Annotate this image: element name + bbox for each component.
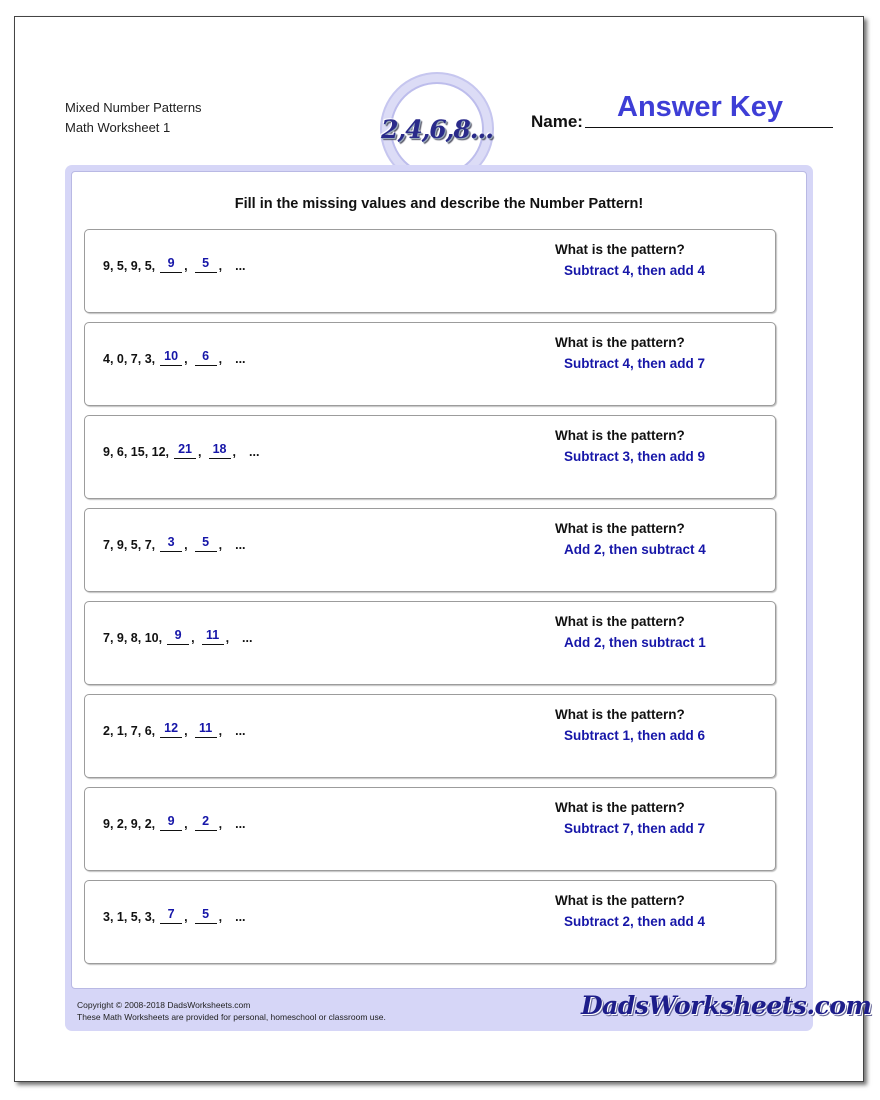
separator-comma: , bbox=[218, 910, 223, 924]
number-sequence bbox=[103, 256, 246, 273]
answer-key-label: Answer Key bbox=[617, 91, 784, 123]
pattern-question: What is the pattern? bbox=[555, 428, 685, 443]
pattern-question: What is the pattern? bbox=[555, 521, 685, 536]
problem-row bbox=[84, 322, 776, 406]
separator-comma: , bbox=[191, 631, 195, 645]
given-values: 7, 9, 5, 7, bbox=[103, 538, 156, 552]
ellipsis: ... bbox=[235, 538, 246, 552]
separator-comma: , bbox=[218, 817, 223, 831]
pattern-answer: Subtract 3, then add 9 bbox=[564, 449, 706, 464]
separator-comma: , bbox=[184, 910, 188, 924]
separator-comma: , bbox=[232, 445, 236, 459]
given-values: 9, 6, 15, 12, bbox=[103, 445, 170, 459]
problem-row bbox=[84, 601, 776, 685]
answer-blank-2: 5 bbox=[195, 907, 217, 924]
pattern-answer: Subtract 7, then add 7 bbox=[564, 821, 706, 836]
answer-blank-2: 6 bbox=[195, 349, 217, 366]
answer-blank-2: 5 bbox=[195, 256, 217, 273]
pattern-question: What is the pattern? bbox=[555, 707, 685, 722]
separator-comma: , bbox=[218, 352, 223, 366]
number-sequence bbox=[103, 349, 246, 366]
separator-comma: , bbox=[184, 817, 188, 831]
separator-comma: , bbox=[184, 538, 188, 552]
instructions: Fill in the missing values and describe the Number Pattern! bbox=[234, 196, 644, 212]
pattern-question: What is the pattern? bbox=[555, 893, 685, 908]
ellipsis: ... bbox=[242, 631, 253, 645]
answer-blank-1: 7 bbox=[160, 907, 182, 924]
ellipsis: ... bbox=[249, 445, 260, 459]
usage-notice: These Math Worksheets are provided for personal, homeschool or classroom use. bbox=[77, 1012, 386, 1022]
pattern-answer: Add 2, then subtract 1 bbox=[564, 635, 706, 650]
brand-logo: DadsWorksheets.com bbox=[581, 991, 872, 1020]
number-sequence bbox=[103, 907, 246, 924]
ellipsis: ... bbox=[235, 724, 246, 738]
pattern-question: What is the pattern? bbox=[555, 335, 685, 350]
answer-blank-2: 11 bbox=[195, 721, 217, 738]
problem-row bbox=[84, 508, 776, 592]
separator-comma: , bbox=[218, 538, 223, 552]
answer-blank-2: 11 bbox=[202, 628, 224, 645]
problem-row bbox=[84, 787, 776, 871]
separator-comma: , bbox=[184, 259, 188, 273]
footer-copyright bbox=[77, 999, 386, 1023]
pattern-answer: Add 2, then subtract 4 bbox=[564, 542, 706, 557]
number-sequence bbox=[103, 535, 246, 552]
given-values: 2, 1, 7, 6, bbox=[103, 724, 156, 738]
ellipsis: ... bbox=[235, 259, 246, 273]
pattern-answer: Subtract 4, then add 4 bbox=[564, 263, 706, 278]
separator-comma: , bbox=[225, 631, 230, 645]
given-values: 3, 1, 5, 3, bbox=[103, 910, 156, 924]
answer-blank-1: 9 bbox=[160, 814, 182, 831]
separator-comma: , bbox=[198, 445, 202, 459]
answer-blank-1: 9 bbox=[167, 628, 189, 645]
pattern-question: What is the pattern? bbox=[555, 614, 685, 629]
answer-blank-2: 5 bbox=[195, 535, 217, 552]
name-line bbox=[585, 127, 833, 128]
number-sequence bbox=[103, 628, 252, 645]
ellipsis: ... bbox=[235, 352, 246, 366]
answer-blank-1: 12 bbox=[160, 721, 182, 738]
answer-blank-1: 3 bbox=[160, 535, 182, 552]
number-sequence bbox=[103, 721, 246, 738]
answer-blank-1: 9 bbox=[160, 256, 182, 273]
problem-row bbox=[84, 880, 776, 964]
pattern-answer: Subtract 1, then add 6 bbox=[564, 728, 706, 743]
answer-blank-2: 2 bbox=[195, 814, 217, 831]
separator-comma: , bbox=[218, 259, 223, 273]
pattern-answer: Subtract 2, then add 4 bbox=[564, 914, 706, 929]
number-sequence bbox=[103, 814, 246, 831]
separator-comma: , bbox=[218, 724, 223, 738]
given-values: 9, 2, 9, 2, bbox=[103, 817, 156, 831]
worksheet-title bbox=[65, 98, 202, 138]
answer-blank-2: 18 bbox=[209, 442, 231, 459]
ellipsis: ... bbox=[235, 817, 246, 831]
pattern-question: What is the pattern? bbox=[555, 242, 685, 257]
answer-blank-1: 10 bbox=[160, 349, 182, 366]
answer-blank-1: 21 bbox=[174, 442, 196, 459]
worksheet-title-line1: Mixed Number Patterns bbox=[65, 100, 202, 115]
problem-row bbox=[84, 415, 776, 499]
separator-comma: , bbox=[184, 724, 188, 738]
problem-row bbox=[84, 229, 776, 313]
name-label: Name: bbox=[531, 112, 583, 131]
worksheet-page bbox=[14, 16, 872, 1082]
problem-row bbox=[84, 694, 776, 778]
given-values: 9, 5, 9, 5, bbox=[103, 259, 156, 273]
number-sequence bbox=[103, 442, 259, 459]
logo-text: 2,4,6,8... bbox=[381, 114, 493, 144]
separator-comma: , bbox=[184, 352, 188, 366]
ellipsis: ... bbox=[235, 910, 246, 924]
worksheet-title-line2: Math Worksheet 1 bbox=[65, 120, 171, 135]
given-values: 7, 9, 8, 10, bbox=[103, 631, 163, 645]
pattern-answer: Subtract 4, then add 7 bbox=[564, 356, 706, 371]
pattern-question: What is the pattern? bbox=[555, 800, 685, 815]
given-values: 4, 0, 7, 3, bbox=[103, 352, 156, 366]
copyright-text: Copyright © 2008-2018 DadsWorksheets.com bbox=[77, 1000, 251, 1010]
